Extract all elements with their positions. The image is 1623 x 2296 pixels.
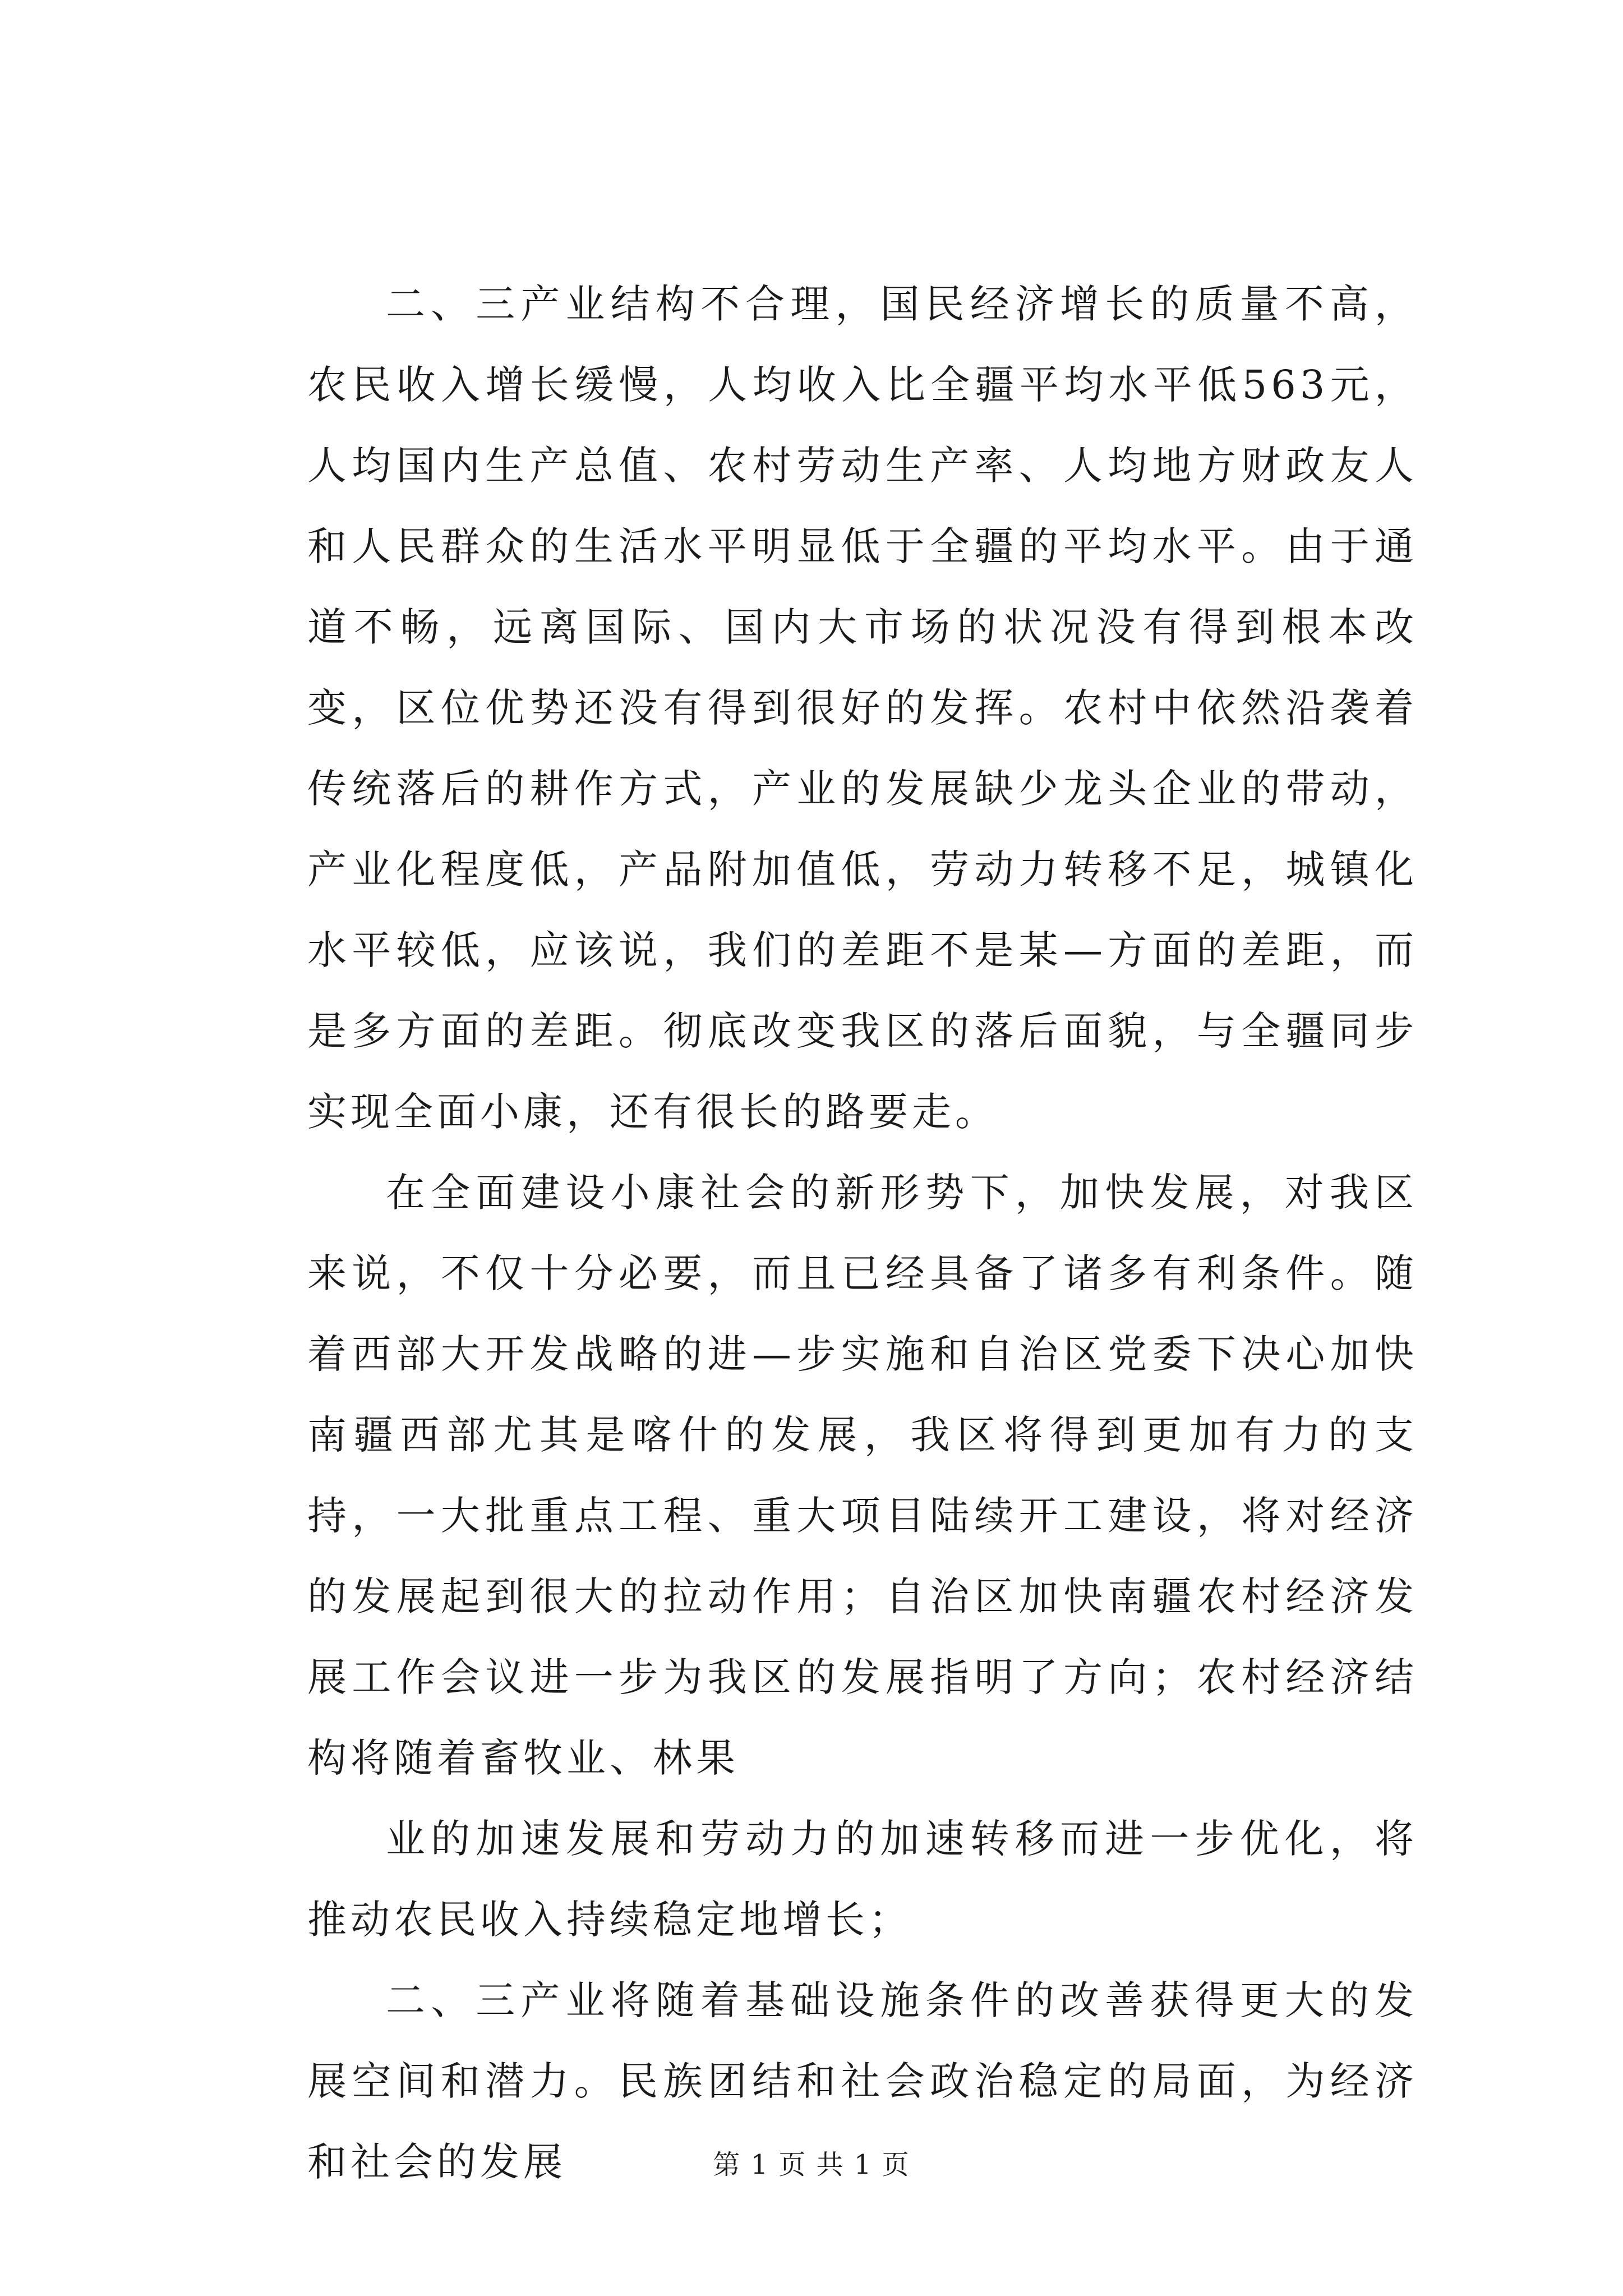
paragraph-secondary-tertiary: 二、三产业将随着基础设施条件的改善获得更大的发展空间和潜力。民族团结和社会政治稳定的局面，为经济和社会的发展 (307, 1977, 1418, 2185)
paragraph-farmer-income: 业的加速发展和劳动力的加速转移而进一步优化，将推动农民收入持续稳定地增长； (307, 1816, 1418, 1943)
paragraph-industry-structure: 二、三产业结构不合理，国民经济增长的质量不高，农民收入增长缓慢，人均收入比全疆平均水平低563元，人均国内生产总值、农村劳动生产率、人均地方财政友人和人民群众的生活水平明显低于全疆的平均水平。由于通道不畅，远离国际、国内大市场的状况没有得到根本改变，区位优势还没有得到很好的发挥。农村中依然沿袭着传统落后的耕作方式，产业的发展缺少龙头企业的带动，产业化程度低，产品附加值低，劳动力转移不足，城镇化水平较低，应该说，我们的差距不是某—方面的差距，而是多方面的差距。彻底改变我区的落后面貌，与全疆同步实现全面小康，还有很长的路要走。 (307, 281, 1418, 1135)
page-number-footer: 第 1 页 共 1 页 (713, 2149, 910, 2180)
paragraph-development-conditions: 在全面建设小康社会的新形势下，加快发展，对我区来说，不仅十分必要，而且已经具备了诸多有利条件。随着西部大开发战略的进—步实施和自治区党委下决心加快南疆西部尤其是喀什的发展，我区将得到更加有力的支持，一大批重点工程、重大项目陆续开工建设，将对经济的发展起到很大的拉动作用；自治区加快南疆农村经济发展工作会议进一步为我区的发展指明了方向；农村经济结构将随着畜牧业、林果 (307, 1170, 1418, 1781)
document-body (307, 264, 1418, 2202)
